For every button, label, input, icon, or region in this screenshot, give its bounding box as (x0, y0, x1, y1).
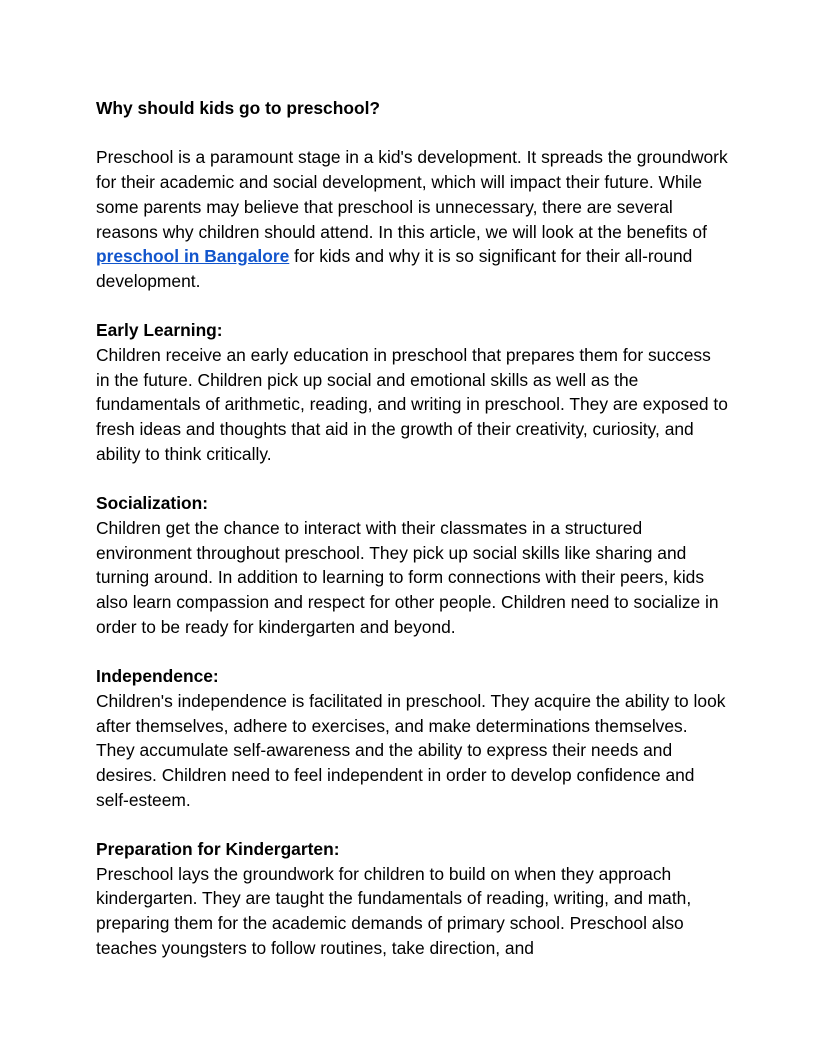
document-page (96, 96, 728, 985)
document-title: Why should kids go to preschool? (96, 98, 381, 118)
section-body: Preschool lays the groundwork for children to build on when they approach kindergarten. They are taught the fundamentals of reading, writing, and math, preparing them for the academic demands of primary school. Preschool also teaches youngsters to follow routines, take direction, and (96, 863, 692, 958)
section-body: Children get the chance to interact with their classmates in a structured environment throughout preschool. They pick up social skills like sharing and turning around. In addition to learning to form connections with their peers, kids also learn compassion and respect for other people. Children need to socialize in order to be ready for kindergarten and beyond. (96, 517, 719, 637)
section-early-learning (96, 318, 728, 466)
section-socialization (96, 491, 728, 639)
section-heading: Early Learning: (96, 320, 223, 341)
section-preparation-for-kindergarten (96, 837, 728, 961)
section-heading: Socialization: (96, 493, 209, 514)
intro-text-before-link: Preschool is a paramount stage in a kid's development. It spreads the groundwork for their academic and social development, which will impact their future. While some parents may believe that preschool is unnecessary, there are several reasons why children should attend. In this article, we will look at the benefits of (96, 147, 728, 242)
intro-text-after-link: for kids and why it is so significant for their all-round development. (96, 246, 693, 291)
intro-paragraph (96, 145, 728, 293)
section-body: Children receive an early education in preschool that prepares them for success in the future. Children pick up social and emotional skills as well as the fundamentals of arithmetic, reading, and writing in preschool. They are exposed to fresh ideas and thoughts that aid in the growth of their creativity, curiosity, and ability to think critically. (96, 345, 728, 464)
section-heading: Preparation for Kindergarten: (96, 839, 340, 860)
preschool-bangalore-link[interactable]: preschool in Bangalore (96, 246, 290, 267)
section-independence (96, 664, 728, 812)
section-body: Children's independence is facilitated in preschool. They acquire the ability to look after themselves, adhere to exercises, and make determinations themselves. They accumulate self-awareness and the ability to express their needs and desires. Children need to feel independent in order to develop confidence and self-esteem. (96, 690, 726, 810)
section-heading: Independence: (96, 666, 219, 687)
